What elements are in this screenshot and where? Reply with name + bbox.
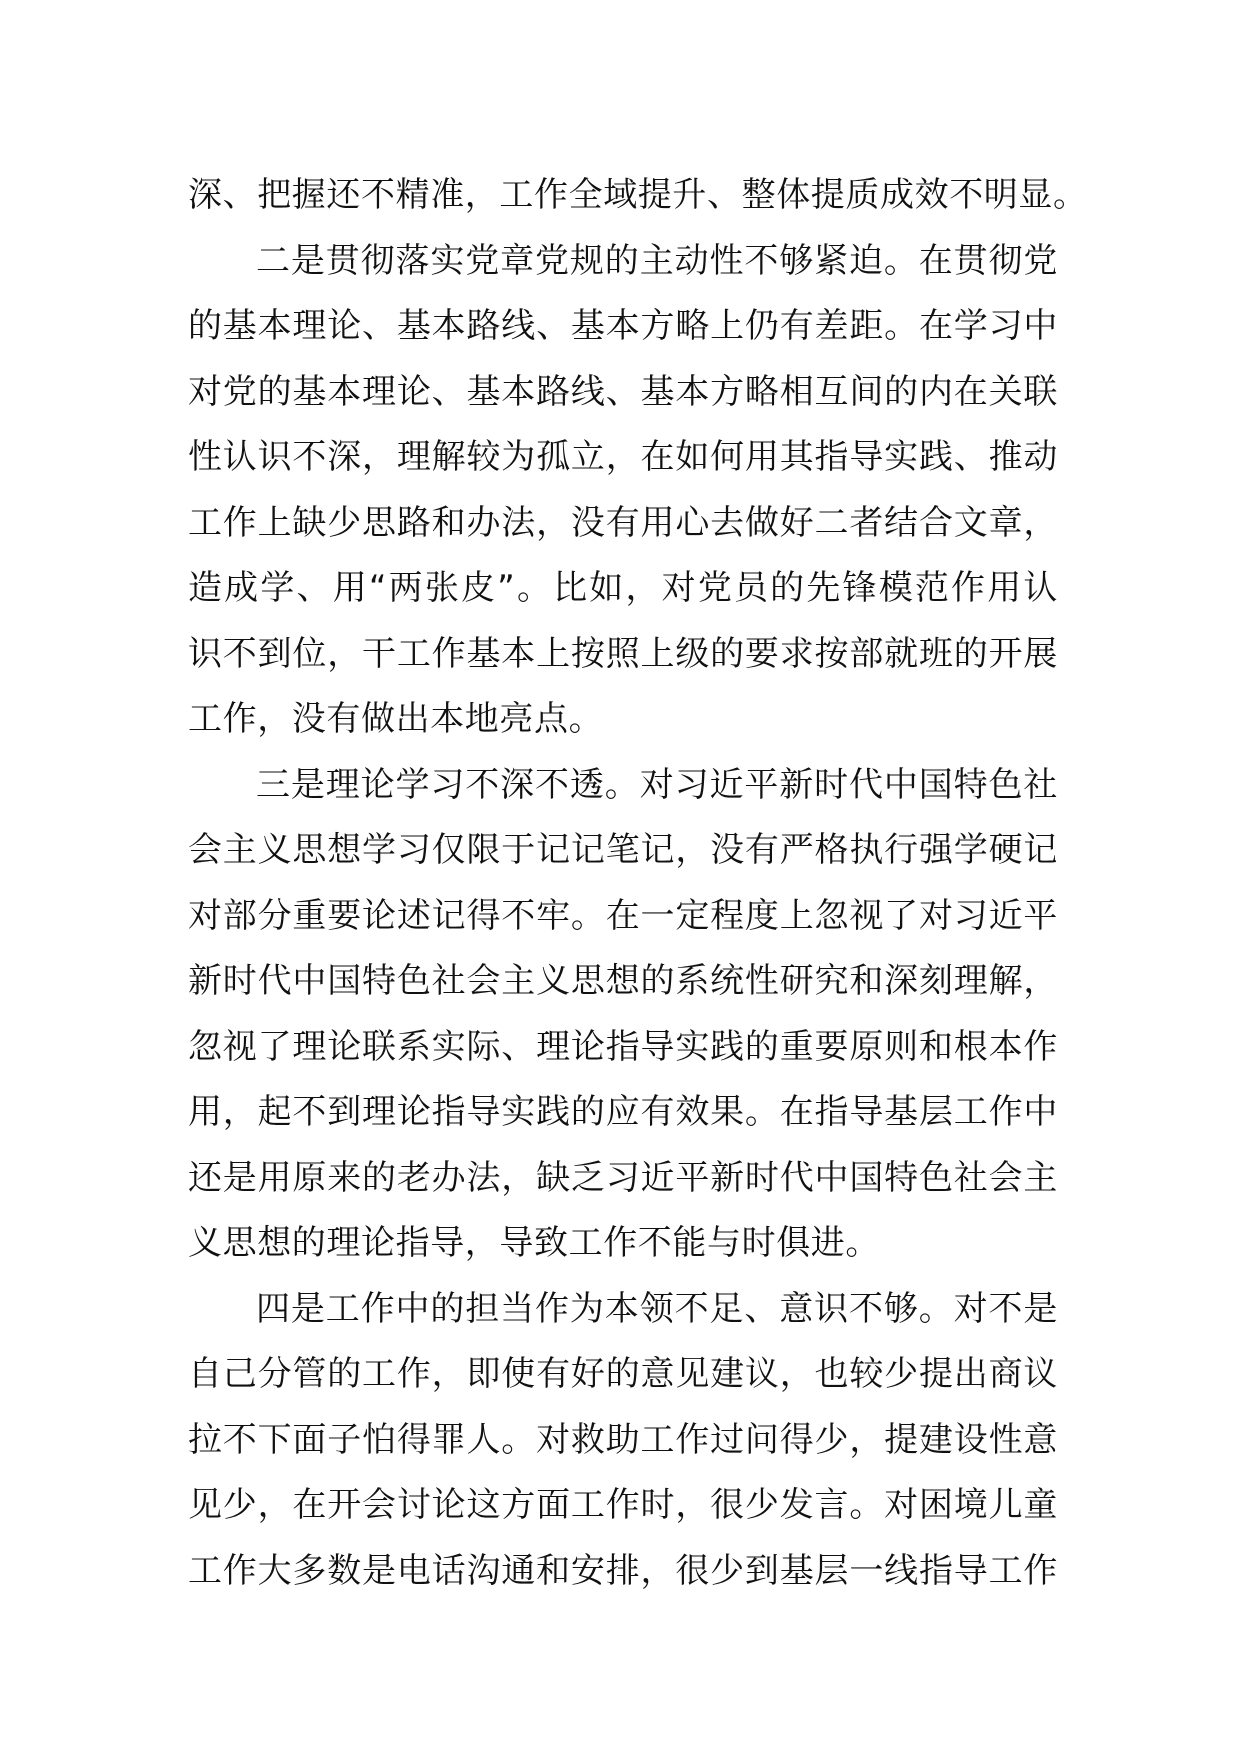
paragraph-party-rules [188, 229, 1058, 753]
text-line: 会主义思想学习仅限于记记笔记，没有严格执行强学硬记 [188, 830, 1058, 870]
text-line: 的基本理论、基本路线、基本方略上仍有差距。在学习中 [188, 306, 1058, 346]
text-line: 自己分管的工作，即使有好的意见建议，也较少提出商议 [188, 1354, 1058, 1394]
text-line: 工作，没有做出本地亮点。 [188, 699, 604, 739]
text-line: 性认识不深，理解较为孤立，在如何用其指导实践、推动 [188, 437, 1058, 477]
text-line: 深、把握还不精准，工作全域提升、整体提质成效不明显。 [188, 175, 1088, 215]
paragraph-responsibility [188, 1277, 1058, 1605]
text-line: 新时代中国特色社会主义思想的系统性研究和深刻理解， [188, 961, 1058, 1001]
text-line: 还是用原来的老办法，缺乏习近平新时代中国特色社会主 [188, 1157, 1058, 1198]
text-line: 识不到位，干工作基本上按照上级的要求按部就班的开展 [188, 633, 1058, 674]
text-line: 用，起不到理论指导实践的应有效果。在指导基层工作中 [188, 1092, 1058, 1132]
text-line: 工作大多数是电话沟通和安排，很少到基层一线指导工作 [188, 1550, 1058, 1591]
text-line: 义思想的理论指导，导致工作不能与时俱进。 [188, 1223, 880, 1263]
paragraph-theory-study [188, 753, 1058, 1277]
text-line: 三是理论学习不深不透。对习近平新时代中国特色社 [256, 764, 1058, 805]
text-line: 忽视了理论联系实际、理论指导实践的重要原则和根本作 [188, 1026, 1058, 1067]
text-line: 工作上缺少思路和办法，没有用心去做好二者结合文章， [188, 502, 1058, 543]
text-line: 造成学、用“两张皮”。比如，对党员的先锋模范作用认 [188, 568, 1058, 608]
text-line: 见少，在开会讨论这方面工作时，很少发言。对困境儿童 [188, 1485, 1058, 1525]
text-line: 二是贯彻落实党章党规的主动性不够紧迫。在贯彻党 [256, 240, 1058, 281]
document-body [188, 163, 1088, 1604]
text-line: 对党的基本理论、基本路线、基本方略相互间的内在关联 [188, 371, 1058, 412]
text-line: 对部分重要论述记得不牢。在一定程度上忽视了对习近平 [188, 895, 1058, 936]
text-line: 拉不下面子怕得罪人。对救助工作过问得少，提建设性意 [188, 1419, 1058, 1460]
text-line: 四是工作中的担当作为本领不足、意识不够。对不是 [256, 1288, 1058, 1329]
paragraph-continuation [188, 163, 1088, 229]
